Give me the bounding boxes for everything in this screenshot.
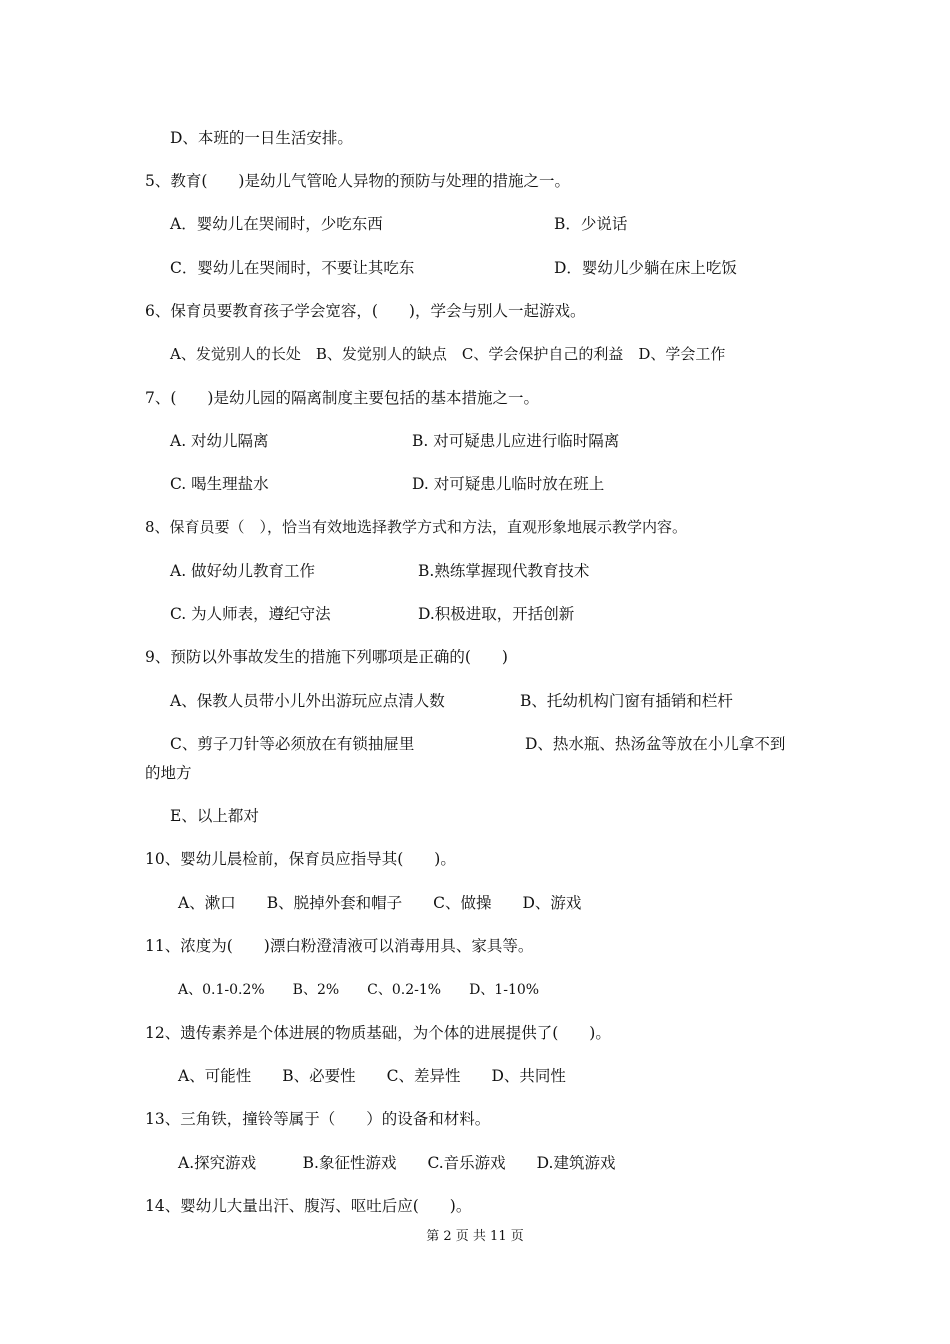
question-6: 6、保育员要教育孩子学会宽容，( )，学会与别人一起游戏。 <box>145 302 586 320</box>
q6-options: A、发觉别人的长处 B、发觉别人的缺点 C、学会保护自己的利益 D、学会工作 <box>170 345 726 363</box>
q7-option-c: C. 喝生理盐水 <box>170 475 269 493</box>
q9-option-c: C、剪子刀针等必须放在有锁抽屉里 <box>170 735 415 753</box>
q8-option-b: B.熟练掌握现代教育技术 <box>418 562 590 580</box>
q9-option-d: D、热水瓶、热汤盆等放在小儿拿不到 <box>525 735 786 753</box>
q9-option-a: A、保教人员带小儿外出游玩应点清人数 <box>170 692 445 710</box>
q9-option-e: E、以上都对 <box>170 807 259 825</box>
question-12: 12、遗传素养是个体进展的物质基础，为个体的进展提供了( )。 <box>145 1024 611 1042</box>
q8-option-c: C. 为人师表，遵纪守法 <box>170 605 331 623</box>
q8-option-a: A. 做好幼儿教育工作 <box>170 562 316 580</box>
question-5: 5、教育( )是幼儿气管呛人异物的预防与处理的措施之一。 <box>145 172 570 190</box>
q13-options: A.探究游戏 B.象征性游戏 C.音乐游戏 D.建筑游戏 <box>178 1154 616 1172</box>
q7-option-b: B. 对可疑患儿应进行临时隔离 <box>412 432 620 450</box>
q7-option-d: D. 对可疑患儿临时放在班上 <box>412 475 605 493</box>
q5-option-d: D．婴幼儿少躺在床上吃饭 <box>554 259 737 277</box>
question-10: 10、婴幼儿晨检前，保育员应指导其( )。 <box>145 850 456 868</box>
q5-option-a: A．婴幼儿在哭闹时，少吃东西 <box>170 215 383 233</box>
q8-option-d: D.积极进取，开括创新 <box>418 605 575 623</box>
q10-options: A、漱口 B、脱掉外套和帽子 C、做操 D、游戏 <box>178 894 582 912</box>
page-footer: 第 2 页 共 11 页 <box>426 1229 524 1244</box>
q7-option-a: A. 对幼儿隔离 <box>170 432 269 450</box>
q4-option-d: D、本班的一日生活安排。 <box>170 129 353 147</box>
question-7: 7、( )是幼儿园的隔离制度主要包括的基本措施之一。 <box>145 389 539 407</box>
question-14: 14、婴幼儿大量出汗、腹泻、呕吐后应( )。 <box>145 1197 472 1215</box>
question-13: 13、三角铁，撞铃等属于（ ）的设备和材料。 <box>145 1110 491 1128</box>
q5-option-b: B．少说话 <box>554 215 628 233</box>
q11-options: A、0.1-0.2% B、2% C、0.2-1% D、1-10% <box>178 982 540 998</box>
question-11: 11、浓度为( )漂白粉澄清液可以消毒用具、家具等。 <box>145 937 534 955</box>
q9-option-d-continued: 的地方 <box>145 764 192 782</box>
q9-option-b: B、托幼机构门窗有插销和栏杆 <box>520 692 733 710</box>
q5-option-c: C．婴幼儿在哭闹时，不要让其吃东 <box>170 259 415 277</box>
question-8: 8、保育员要（ ），恰当有效地选择教学方式和方法，直观形象地展示教学内容。 <box>145 518 688 536</box>
question-9: 9、预防以外事故发生的措施下列哪项是正确的( ) <box>145 648 508 666</box>
q12-options: A、可能性 B、必要性 C、差异性 D、共同性 <box>178 1067 566 1085</box>
